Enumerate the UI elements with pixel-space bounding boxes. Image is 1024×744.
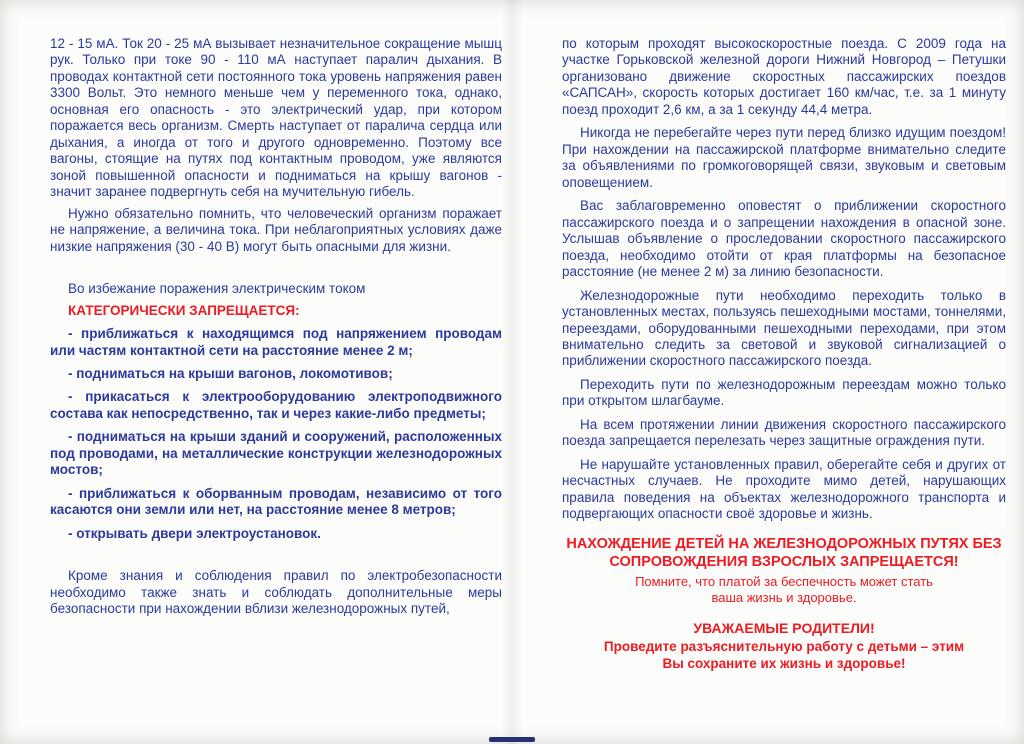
paragraph-electric-current: 12 - 15 мА. Ток 20 - 25 мА вызывает незначительное сокращение мышц рук. Только при токе 90 - 110 мА наступает паралич дыхания. В проводах контактной сети постоянного тока уровень напряжения равен 3300 Вольт. Это немного меньше чем у переменного тока, однако, основная его опасность - это электрический удар, при котором поражается весь организм. Смерть наступает от паралича сердца или дыхания, а иногда от того и другого одновременно. Поэтому все вагоны, стоящие на путях под контактным проводом, уже являются зоной повышенной опасности и подниматься на крышу вагонов - значит заранее подвергнуть себя на мучительную гибель.	[50, 36, 502, 200]
prohibited-item: - подниматься на крыши зданий и сооружений, расположенных под проводами, на металлические конструкции железнодорожных мостов;	[50, 429, 502, 478]
paragraph-barrier: Переходить пути по железнодорожным переездам можно только при открытом шлагбауме.	[562, 376, 1006, 409]
prohibited-item: - подниматься на крыши вагонов, локомотивов;	[68, 365, 393, 381]
paragraph-announcement: Вас заблаговременно оповестят о приближении скоростного пассажирского поезда и о запрещении нахождения в опасной зоне. Услышав объявление о проследовании скоростного пассажирского поезда, необходимо отойти от края платформы на безопасное расстояние (не менее 2 м) за линию безопасности.	[562, 198, 1006, 280]
paragraph-fences: На всем протяжении линии движения скоростного пассажирского поезда запрещается перелезать через защитные ограждения пути.	[562, 416, 1006, 449]
prohibited-item: - приближаться к находящимся под напряжением проводам или частям контактной сети на расстояние менее 2 м;	[50, 326, 502, 358]
paragraph-avoid-shock: Во избежание поражения электрическим током	[68, 281, 366, 297]
carelessness-note: Помните, что платой за беспечность может стать ваша жизнь и здоровье.	[635, 573, 933, 606]
right-page	[562, 36, 1006, 673]
paragraph-never-run: Никогда не перебегайте через пути перед близко идущим поездом! При нахождении на пассажирской платформе внимательно следите за объявлениями по громкоговорящей связи, звуковым и световым оповещением.	[562, 125, 1006, 190]
parents-heading: УВАЖАЕМЫЕ РОДИТЕЛИ!	[693, 620, 875, 637]
prohibited-item: - приближаться к оборванным проводам, независимо от того касаются они земли или нет, на расстояние менее 8 метров;	[50, 485, 502, 518]
paragraph-remember: Нужно обязательно помнить, что человеческий организм поражает не напряжение, а величина тока. При неблагоприятных условиях даже низкие напряжения (30 - 40 В) могут быть опасными для жизни.	[50, 205, 502, 254]
paragraph-crossing-places: Железнодорожные пути необходимо переходить только в установленных местах, пользуясь пешеходными мостами, тоннелями, переездами, оборудованными пешеходными переходами, при этом внимательно следить за световой и звуковой сигнализацией о приближении скоростного пассажирского поезда.	[562, 287, 1006, 369]
left-page	[50, 36, 502, 623]
parents-note: Проведите разъяснительную работу с детьми – этим Вы сохраните их жизнь и здоровье!	[603, 639, 965, 672]
children-warning-heading: НАХОЖДЕНИЕ ДЕТЕЙ НА ЖЕЛЕЗНОДОРОЖНЫХ ПУТЯХ БЕЗ СОПРОВОЖДЕНИЯ ВЗРОСЛЫХ ЗАПРЕЩАЕТСЯ!	[566, 535, 1002, 570]
paragraph-rules: Не нарушайте установленных правил, оберегайте себя и других от несчастных случаев. Не проходите мимо детей, нарушающих правила поведения на объектах железнодорожного транспорта и подвергающих опасности своё здоровье и жизнь.	[562, 456, 1006, 522]
paragraph-sapsan: по которым проходят высокоскоростные поезда. С 2009 года на участке Горьковской железной дороги Нижний Новгород – Петушки организовано движение скоростных пассажирских поездов «САПСАН», скорость которых достигает 160 км/час, т.е. за 1 минуту поезд проходит 2,6 км, а за 1 секунду 44,4 метра.	[562, 36, 1006, 117]
prohibited-item: - открывать двери электроустановок.	[68, 525, 321, 541]
page-fold	[502, 0, 522, 744]
binding-mark	[489, 737, 535, 742]
paragraph-additional-measures: Кроме знания и соблюдения правил по электробезопасности необходимо также знать и соблюдать дополнительные меры безопасности при нахождении вблизи железнодорожных путей,	[50, 568, 502, 617]
prohibited-heading: КАТЕГОРИЧЕСКИ ЗАПРЕЩАЕТСЯ:	[68, 302, 300, 318]
prohibited-item: - прикасаться к электрооборудованию электроподвижного состава как непосредственно, так и через какие-либо предметы;	[50, 389, 502, 421]
